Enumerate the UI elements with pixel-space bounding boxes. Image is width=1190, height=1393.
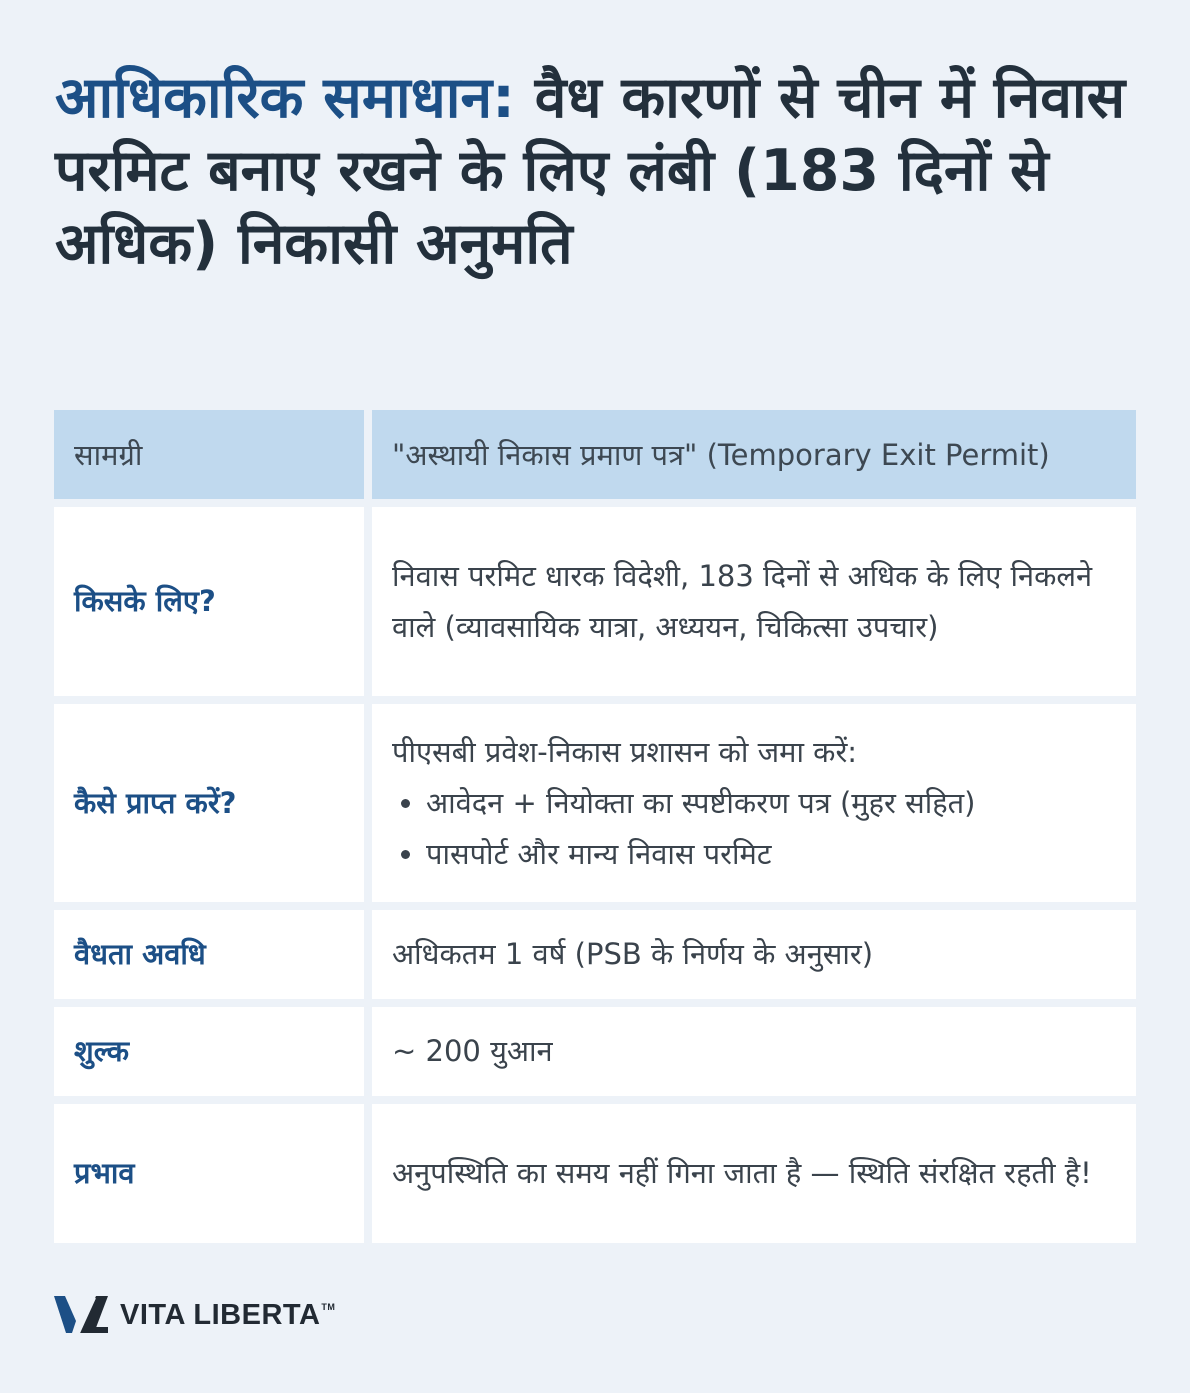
row-value-for-whom: निवास परमिट धारक विदेशी, 183 दिनों से अधिक के लिए निकलने वाले (व्यावसायिक यात्रा, अध्ययन, चिकित्सा उपचार) [372,507,1136,696]
table-row [54,1007,1136,1096]
row-label-effect: प्रभाव [54,1104,364,1243]
table-row [54,507,1136,696]
title-rest: वैध कारणों से चीन में निवास परमिट बनाए रखने के लिए लंबी (183 दिनों से अधिक) निकासी अनुमति [55,65,1126,277]
row-value-how-to-get [372,704,1136,902]
table-header-row [54,410,1136,499]
title-highlight: आधिकारिक समाधान: [55,65,515,131]
table-row [54,704,1136,902]
header-col-material: सामग्री [54,410,364,499]
list-item: • पासपोर्ट और मान्य निवास परमिट [426,829,975,880]
row-label-how-to-get: कैसे प्राप्त करें? [54,704,364,902]
header-col-permit: "अस्थायी निकास प्रमाण पत्र" (Temporary Exit Permit) [372,410,1136,499]
row-value-fee: ~ 200 युआन [372,1007,1136,1096]
row-label-validity: वैधता अवधि [54,910,364,999]
brand-logo [54,1296,335,1334]
row-label-fee: शुल्क [54,1007,364,1096]
row-value-effect: अनुपस्थिति का समय नहीं गिना जाता है — स्थिति संरक्षित रहती है! [372,1104,1136,1243]
requirements-list [392,778,975,880]
how-to-get-intro: पीएसबी प्रवेश-निकास प्रशासन को जमा करें: [392,734,858,769]
brand-name: VITA LIBERTA™ [120,1298,336,1331]
trademark-mark: TM [321,1301,336,1312]
page-title [55,62,1145,281]
row-value-validity: अधिकतम 1 वर्ष (PSB के निर्णय के अनुसार) [372,910,1136,999]
list-item: • आवेदन + नियोक्ता का स्पष्टीकरण पत्र (मुहर सहित) [426,778,975,829]
info-table [54,410,1136,1251]
table-row [54,910,1136,999]
row-label-for-whom: किसके लिए? [54,507,364,696]
table-row [54,1104,1136,1243]
vl-logo-icon [54,1296,108,1334]
